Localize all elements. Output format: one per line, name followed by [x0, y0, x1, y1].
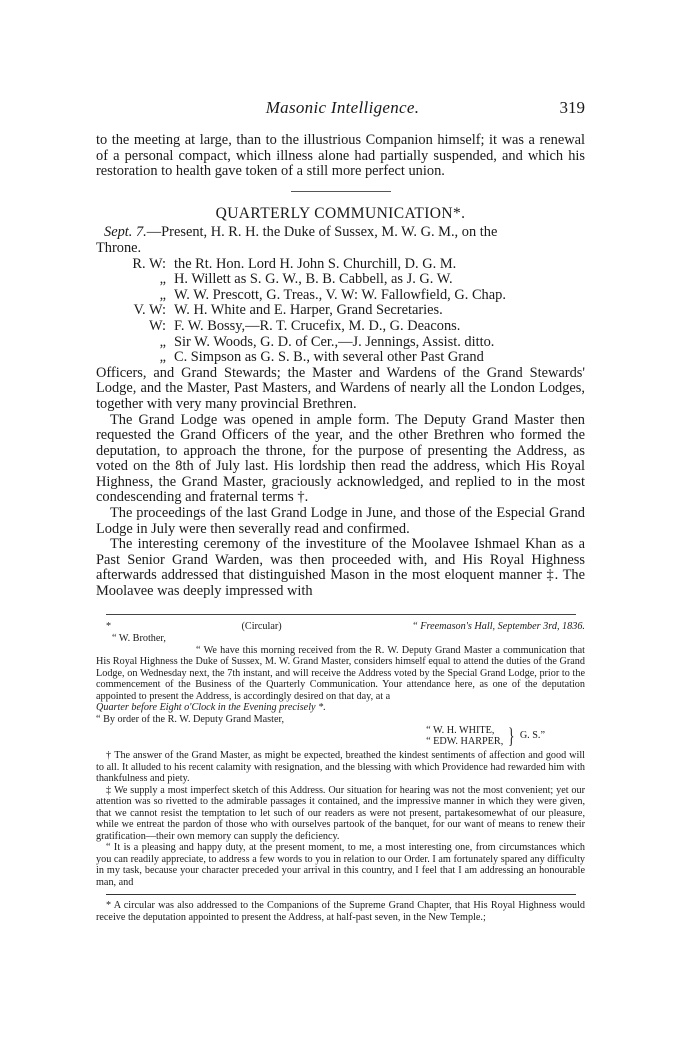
asterisk-note: * A circular was also addressed to the Companions of the Supreme Grand Chapter, that His Royal Highness would receive the deputation appointed to present the Address, at half-past seven, in the New Temple.;: [96, 900, 585, 923]
paragraph: The proceedings of the last Grand Lodge in June, and those of the Especial Grand Lodge in July were then severally read and confirmed.: [96, 505, 585, 537]
roll-row: [96, 272, 585, 288]
present-line: [96, 225, 585, 241]
footnote-rule: [106, 614, 576, 615]
address-quote: “ It is a pleasing and happy duty, at the present moment, to me, a most interesting one, from circumstances which you can readily appreciate, to address a few words to you in relation to our Order. I am fortunately spared any difficulty in my task, because your character preceded your arrival in this country, and I feel that I am addressing an honourable man, and: [96, 842, 585, 888]
roll-names: W. W. Prescott, G. Treas., V. W: W. Fallowfield, G. Chap.: [174, 286, 506, 303]
salutation: “ W. Brother,: [112, 633, 166, 645]
rank-label: W:: [148, 317, 166, 334]
circular-time-text: Quarter before Eight o'Clock in the Evening precisely *.: [96, 702, 326, 714]
page-number: 319: [559, 98, 585, 117]
rank-label: V. W:: [133, 302, 166, 319]
brace-icon: }: [508, 723, 515, 749]
section-divider: [291, 191, 391, 192]
running-title: Masonic Intelligence.: [265, 98, 420, 117]
dagger-note: † The answer of the Grand Master, as might be expected, breathed the kindest sentiments of affection and good will to all. It alluded to his recent calamity with resignation, and the blessing with which Providence had rewarded him with thankfulness and piety.: [96, 750, 585, 785]
present-text: —Present, H. R. H. the Duke of Sussex, M. W. G. M., on the: [146, 224, 498, 241]
signatories: [426, 725, 503, 747]
roll-row: [96, 257, 585, 273]
main-text: [96, 133, 585, 923]
circular-time: [96, 702, 585, 714]
attendance-roll: [96, 257, 585, 366]
circular-place-date: “ Freemason's Hall, September 3rd, 1836.: [412, 620, 585, 632]
running-header: [100, 98, 585, 120]
roll-names: W. H. White and E. Harper, Grand Secretaries.: [174, 302, 443, 319]
roll-row: [96, 335, 585, 351]
circular-header: [96, 621, 585, 633]
signatory: “ W. H. WHITE,: [426, 725, 495, 737]
roll-names: Sir W. Woods, G. D. of Cer.,—J. Jennings, Assist. ditto.: [174, 333, 495, 350]
footnote-mark: *: [106, 620, 112, 632]
date-label: Sept. 7.: [104, 224, 147, 241]
by-order: “ By order of the R. W. Deputy Grand Master,: [96, 713, 285, 725]
roll-names: H. Willett as S. G. W., B. B. Cabbell, as J. G. W.: [174, 271, 453, 288]
signatory-title: G. S.”: [519, 730, 545, 742]
roll-continuation: Officers, and Grand Stewards; the Master and Wardens of the Grand Stewards' Lodge, and the Master, Past Masters, and Wardens of nearly all the London Lodges, together with very many provincial Brethren.: [96, 364, 585, 412]
roll-names: F. W. Bossy,—R. T. Crucefix, M. D., G. Deacons.: [174, 317, 461, 334]
circular-label: (Circular): [241, 620, 282, 632]
ditto-mark: „: [159, 333, 166, 350]
roll-row: [96, 288, 585, 304]
footnote-divider: [106, 894, 576, 895]
signatory: “ EDW. HARPER,: [426, 736, 504, 748]
paragraph: The Grand Lodge was opened in ample form. The Deputy Grand Master then requested the Grand Officers of the year, and the other Brethren who formed the deputation, to approach the throne, for the purpose of presenting the Address, as voted on the 8th of July last. His lordship then read the address, which His Royal Highness, the Grand Master, graciously acknowledged, and replied to in the most condescending and fraternal terms †.: [96, 411, 585, 506]
footnotes: [96, 621, 585, 924]
ditto-mark: „: [159, 349, 166, 366]
roll-row: [96, 303, 585, 319]
roll-names: the Rt. Hon. Lord H. John S. Churchill, D. G. M.: [174, 255, 457, 272]
intro-paragraph: to the meeting at large, than to the illustrious Companion himself; it was a renewal of a personal compact, which illness alone had partially suspended, and which his restoration to health gave token of a still more perfect union.: [96, 132, 585, 180]
section-heading: QUARTERLY COMMUNICATION*.: [215, 204, 466, 222]
ditto-mark: „: [159, 271, 166, 288]
paragraph: The interesting ceremony of the investiture of the Moolavee Ishmael Khan as a Past Senior Grand Warden, was then proceeded with, and His Royal Highness afterwards addressed that distinguished Mason in the most eloquent manner ‡. The Moolavee was deeply impressed with: [96, 536, 585, 600]
double-dagger-note: ‡ We supply a most imperfect sketch of this Address. Our situation for hearing was not the most convenient; yet our attention was so rivetted to the admirable passages it contained, and the impressive manner in which they were given, that we cannot resist the temptation to let such of our readers as were not present, partakesomewhat of our pleasure, while we entreat the pardon of those who with ourselves partook of the banquet, for our want of means to renew their gratification—their own memory can supply the deficiency.: [96, 784, 585, 842]
present-line-end: Throne.: [96, 239, 142, 256]
roll-names: C. Simpson as G. S. B., with several other Past Grand: [174, 349, 484, 366]
roll-row: [96, 319, 585, 335]
rank-label: R. W:: [132, 255, 166, 272]
ditto-mark: „: [159, 286, 166, 303]
signature-block: [96, 725, 585, 747]
circular-body: “ We have this morning received from the R. W. Deputy Grand Master a communication that His Royal Highness the Duke of Sussex, M. W. Grand Master, considers himself equal to attend the duties of the Grand Lodge, on Wednesday next, the 7th instant, and will receive the Address voted by the Special Grand Lodge, prior to the commencement of the Business of the Quarterly Communication. Your attendance here, as one of the deputation appointed to present the Address, is accordingly desired on that day, at a: [96, 644, 585, 702]
roll-row: [96, 350, 585, 366]
